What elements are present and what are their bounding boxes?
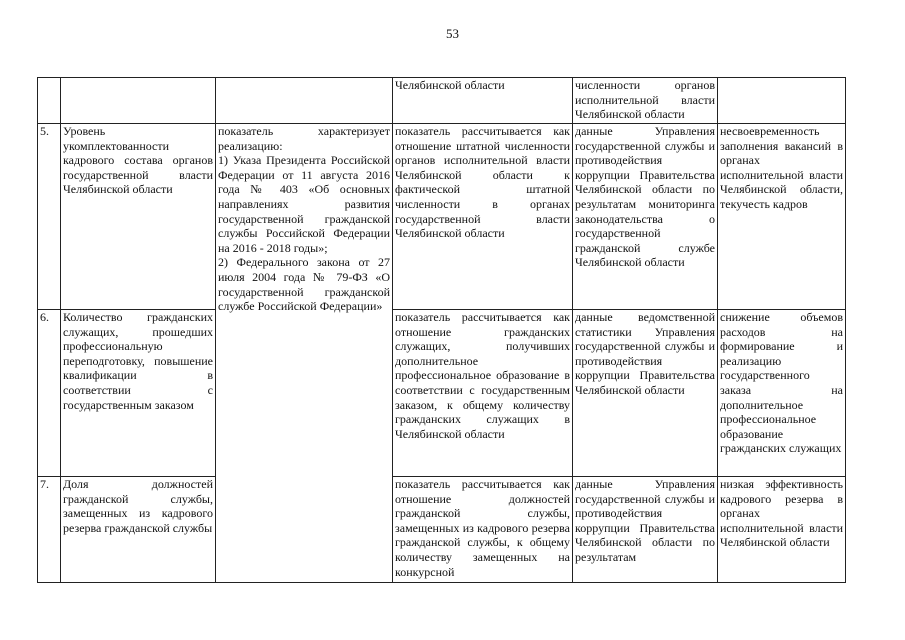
basis-item: 1) Указа Президента Российской Федерации от 11 августа 2016 года № 403 «Об основных направлениях развития государственной гражданской службы Российской Федерации на 2016 - 2018 годы»; <box>218 153 390 255</box>
data-source: численности органов исполнительной власти Челябинской области <box>573 78 718 124</box>
calculation-method: показатель рассчитывается как отношение штатной численности органов исполнительной власти Челябинской области к фактической штатной численности в органах государственной власти Челябинской области <box>393 124 573 310</box>
indicator-name <box>61 78 216 124</box>
indicator-name: Доля должностей гражданской службы, замещенных из кадрового резерва гражданской службы <box>61 477 216 583</box>
table-row <box>38 477 846 583</box>
row-number <box>38 78 61 124</box>
row-number: 5. <box>38 124 61 310</box>
calculation-method: Челябинской области <box>393 78 573 124</box>
indicators-table <box>37 77 846 583</box>
basis-item: 2) Федерального закона от 27 июля 2004 года № 79-ФЗ «О государственной гражданской службе Российской Федерации» <box>218 255 390 314</box>
table-row <box>38 78 846 124</box>
page-number: 53 <box>446 26 459 41</box>
calculation-method: показатель рассчитывается как отношение гражданских служащих, получивших дополнительное профессиональное образование в соответствии с государственным заказом, к общему количеству гражданских служащих в Челябинской области <box>393 310 573 477</box>
risk-factors: низкая эффективность кадрового резерва в органах исполнительной власти Челябинской области <box>718 477 846 583</box>
data-source: данные Управления государственной службы и противодействия коррупции Правительства Челябинской области по результатам мониторинга законодательства о государственной гражданской службе Челябинской области <box>573 124 718 310</box>
risk-factors <box>718 78 846 124</box>
indicator-name: Уровень укомплектованности кадрового состава органов государственной власти Челябинской области <box>61 124 216 310</box>
indicator-basis <box>216 78 393 124</box>
indicator-basis <box>216 124 393 583</box>
table-row <box>38 310 846 477</box>
calculation-method: показатель рассчитывается как отношение должностей гражданской службы, замещенных из кадрового резерва гражданской службы, к общему количеству замещенных на конкурсной <box>393 477 573 583</box>
table-row <box>38 124 846 310</box>
row-number: 6. <box>38 310 61 477</box>
row-number: 7. <box>38 477 61 583</box>
risk-factors: снижение объемов расходов на формирование и реализацию государственного заказа на дополнительное профессиональное образование гражданских служащих <box>718 310 846 477</box>
data-source: данные ведомственной статистики Управления государственной службы и противодействия коррупции Правительства Челябинской области <box>573 310 718 477</box>
data-source: данные Управления государственной службы и противодействия коррупции Правительства Челябинской области по результатам <box>573 477 718 583</box>
basis-intro: показатель характеризует реализацию: <box>218 124 390 153</box>
indicator-name: Количество гражданских служащих, прошедших профессиональную переподготовку, повышение квалификации в соответствии с государственным заказом <box>61 310 216 477</box>
risk-factors: несвоевременность заполнения вакансий в органах исполнительной власти Челябинской области, текучесть кадров <box>718 124 846 310</box>
